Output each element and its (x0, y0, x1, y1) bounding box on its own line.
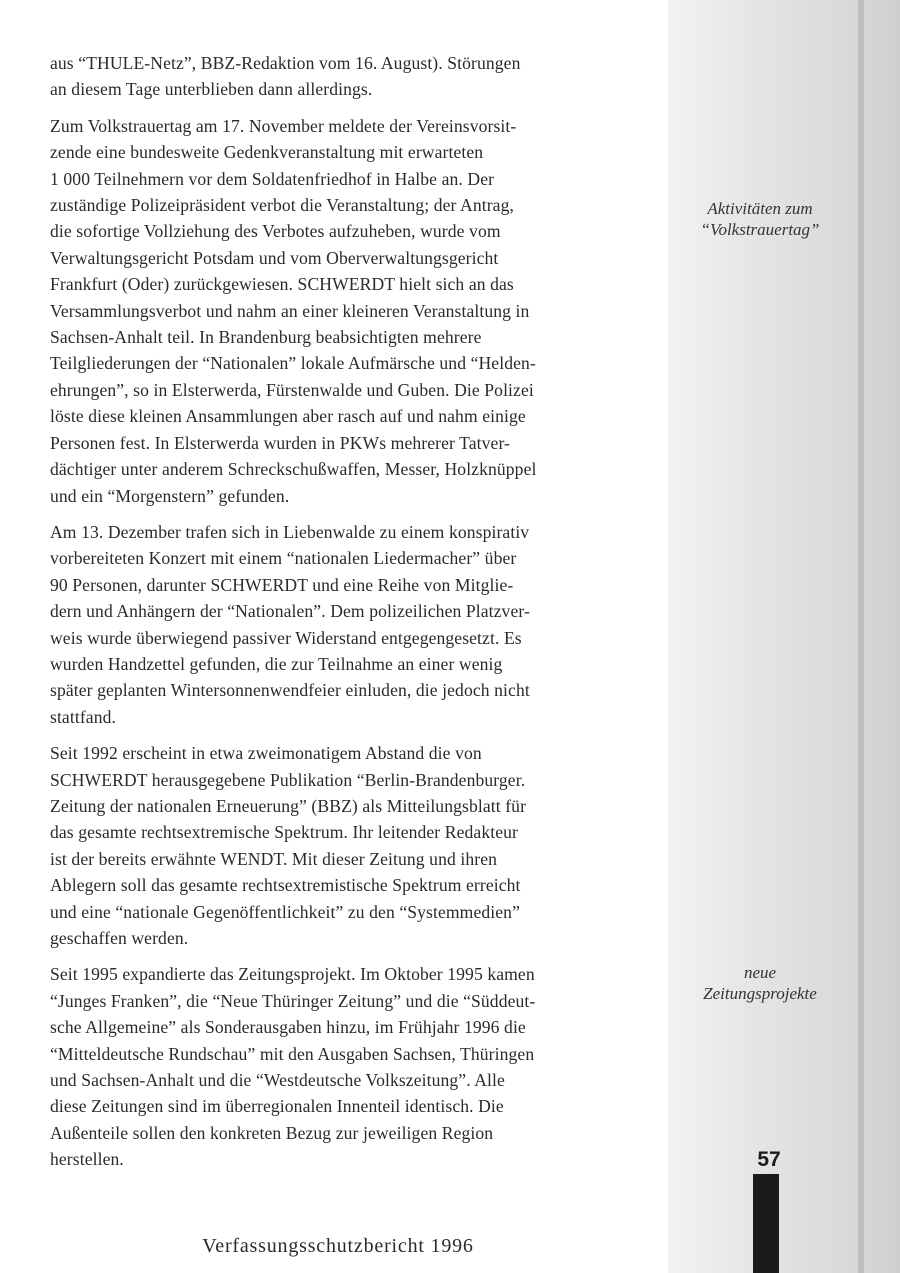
page-number: 57 (757, 1148, 781, 1171)
margin-note-volkstrauertag: Aktivitäten zum “Volkstrauertag” (700, 199, 820, 239)
running-footer: Verfassungsschutzbericht 1996 (202, 1235, 474, 1257)
margin-note-zeitungsprojekte: neue Zeitungsprojekte (703, 963, 817, 1003)
body-text (50, 50, 650, 1183)
paragraph: Zum Volkstrauertag am 17. November meldete der Vereinsvorsit- zende eine bundesweite Gedenkveranstaltung mit erwarteten 1 000 Teilnehmern vor dem Soldatenfriedhof in Halbe an. Der zuständige Polizeipräsident verbot die Veranstaltung; der Antrag, die sofortige Vollziehung des Verbotes aufzuheben, wurde vom Verwaltungsgericht Potsdam und vom Oberverwaltungsgericht Frankfurt (Oder) zurückgewiesen. SCHWERDT hielt sich an das Versammlungsverbot und nahm an einer kleineren Veranstaltung in Sachsen-Anhalt teil. In Brandenburg beabsichtigten mehrere Teilgliederungen der “Nationalen” lokale Aufmärsche und “Helden- ehrungen”, so in Elsterwerda, Fürstenwalde und Guben. Die Polizei löste diese kleinen Ansammlungen aber rasch auf und nahm einige Personen fest. In Elsterwerda wurden in PKWs mehrerer Tatver- dächtiger unter anderem Schreckschußwaffen, Messer, Holzknüppel und ein “Morgenstern” gefunden. (50, 115, 537, 506)
margin-column (668, 0, 900, 1273)
page-marker-bar (753, 1174, 779, 1273)
paragraph: Seit 1992 erscheint in etwa zweimonatigem Abstand die von SCHWERDT herausgegebene Publikation “Berlin-Brandenburger. Zeitung der nationalen Erneuerung” (BBZ) als Mitteilungsblatt für das gesamte rechtsextremische Spektrum. Ihr leitender Redakteur ist der bereits erwähnte WENDT. Mit dieser Zeitung und ihren Ablegern soll das gesamte rechtsextremistische Spektrum erreicht und eine “nationale Gegenöffentlichkeit” zu den “Systemmedien” geschaffen werden. (50, 743, 527, 948)
paragraph: aus “THULE-Netz”, BBZ-Redaktion vom 16. August). Störungen an diesem Tage unterblieben dann allerdings. (50, 53, 521, 100)
page-edge-shadow (858, 0, 864, 1273)
paragraph: Am 13. Dezember trafen sich in Liebenwalde zu einem konspirativ vorbereiteten Konzert mit einem “nationalen Liedermacher” über 90 Personen, darunter SCHWERDT und eine Reihe von Mitglie- dern und Anhängern der “Nationalen”. Dem polizeilichen Platzver- weis wurde überwiegend passiver Widerstand entgegengesetzt. Es wurden Handzettel gefunden, die zur Teilnahme an einer wenig später geplanten Wintersonnenwendfeier einluden, die jedoch nicht stattfand. (50, 521, 530, 727)
paragraph: Seit 1995 expandierte das Zeitungsprojekt. Im Oktober 1995 kamen “Junges Franken”, die “Neue Thüringer Zeitung” und die “Süddeut- sche Allgemeine” als Sonderausgaben hinzu, im Frühjahr 1996 die “Mitteldeutsche Rundschau” mit den Ausgaben Sachsen, Thüringen und Sachsen-Anhalt und die “Westdeutsche Volkszeitung”. Alle diese Zeitungen sind im überregionalen Innenteil identisch. Die Außenteile sollen den konkreten Bezug zur jeweiligen Region herstellen. (50, 964, 536, 1170)
